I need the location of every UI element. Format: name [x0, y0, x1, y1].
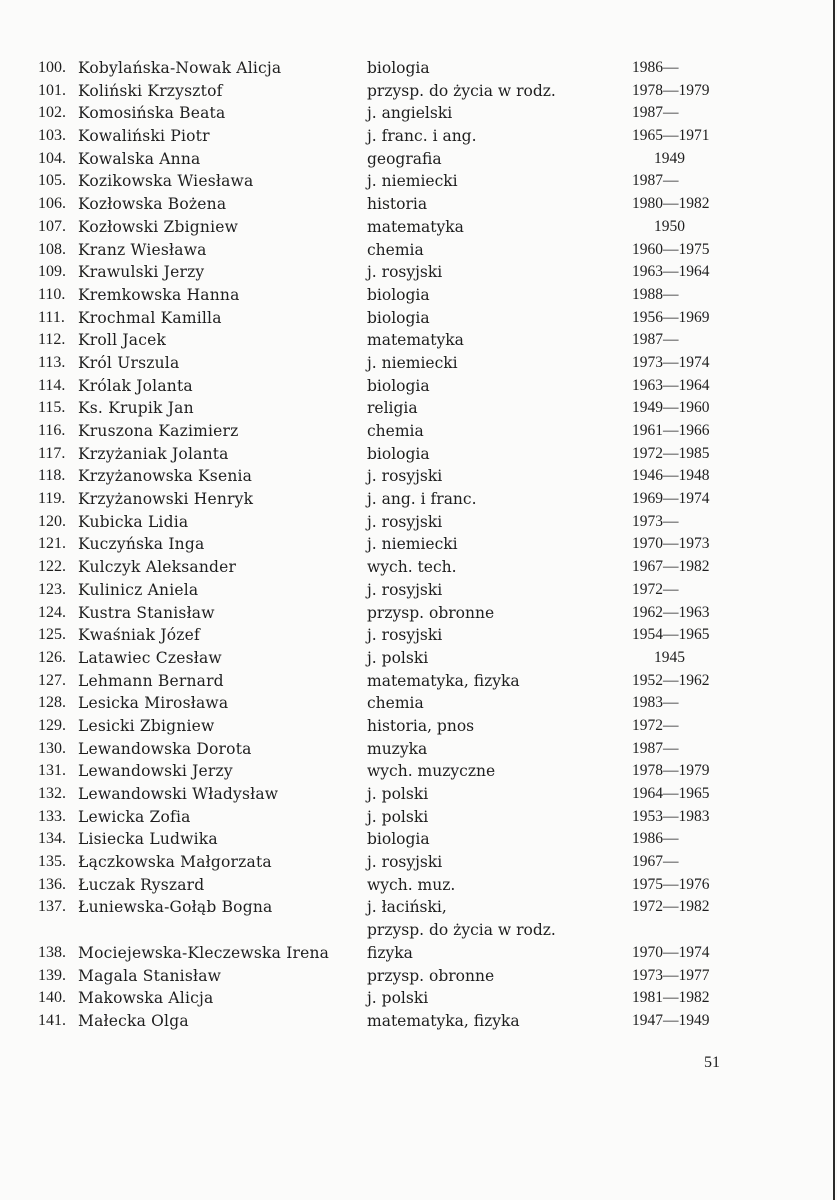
entry-subject: j. rosyjski	[367, 512, 443, 531]
entry-years: 1963—1964	[632, 376, 710, 394]
list-item	[0, 443, 837, 466]
entry-name: Krawulski Jerzy	[78, 263, 205, 282]
entry-years: 1963—1964	[632, 263, 710, 281]
list-item	[0, 602, 837, 625]
entry-name: Lesicka Mirosława	[78, 694, 229, 713]
entry-subject: historia, pnos	[367, 716, 475, 735]
entry-number: 115.	[38, 399, 66, 417]
entry-subject: wych. muz.	[367, 875, 456, 894]
entry-number: 141.	[38, 1011, 66, 1029]
list-item	[0, 375, 837, 398]
entry-subject: j. niemiecki	[367, 353, 458, 372]
entry-subject: j. rosyjski	[367, 263, 443, 282]
entry-name: Kranz Wiesława	[78, 240, 207, 259]
entry-years: 1988—	[632, 285, 679, 303]
entry-name: Łuczak Ryszard	[78, 875, 205, 894]
list-item	[0, 692, 837, 715]
entry-subject: muzyka	[367, 739, 428, 758]
entry-name: Kulczyk Aleksander	[78, 558, 237, 577]
entry-years: 1986—	[632, 59, 679, 76]
entry-name: Krochmal Kamilla	[78, 308, 222, 327]
entry-number: 108.	[38, 240, 66, 258]
entry-name: Lewandowska Dorota	[78, 739, 252, 758]
list-item	[0, 239, 837, 262]
entry-subject: biologia	[367, 376, 430, 395]
entry-years: 1964—1965	[632, 785, 710, 802]
entry-subject: j. angielski	[367, 104, 453, 123]
list-item	[0, 987, 837, 1010]
list-item	[0, 284, 837, 307]
entry-subject: j. polski	[367, 648, 429, 667]
list-item	[0, 579, 837, 602]
entry-name: Ks. Krupik Jan	[78, 399, 194, 418]
entry-years: 1972—	[632, 716, 679, 734]
list-item	[0, 760, 837, 783]
entry-number: 127.	[38, 671, 66, 689]
entry-subject: geografia	[367, 149, 442, 168]
list-item	[0, 783, 837, 806]
entry-name: Kowaliński Piotr	[78, 127, 210, 146]
entry-subject: wych. tech.	[367, 558, 457, 577]
entry-subject: matematyka	[367, 331, 464, 350]
entry-name: Lisiecka Ludwika	[78, 830, 218, 849]
entry-name: Kremkowska Hanna	[78, 285, 240, 304]
entry-number: 111.	[38, 308, 65, 326]
entry-subject: chemia	[367, 240, 424, 259]
entry-name: Lewandowski Jerzy	[78, 762, 233, 781]
list-item	[0, 102, 837, 125]
entry-name: Lewandowski Władysław	[78, 785, 279, 803]
entry-name: Kroll Jacek	[78, 331, 167, 350]
entry-subject: historia	[367, 195, 428, 214]
entry-name: Kobylańska-Nowak Alicja	[78, 59, 282, 77]
list-item	[0, 420, 837, 443]
entry-name: Lehmann Bernard	[78, 671, 224, 690]
entry-number: 134.	[38, 830, 66, 848]
entry-subject: j. rosyjski	[367, 626, 443, 645]
list-item	[0, 624, 837, 647]
entry-number: 117.	[38, 444, 66, 462]
entry-years: 1949—1960	[632, 399, 710, 417]
entry-name: Kuczyńska Inga	[78, 535, 205, 554]
list-item	[0, 397, 837, 420]
entry-subject: biologia	[367, 830, 430, 849]
page-number: 51	[704, 1054, 720, 1071]
entry-name: Kubicka Lidia	[78, 512, 189, 531]
entry-number: 113.	[38, 353, 66, 371]
entry-years: 1970—1974	[632, 943, 710, 961]
entry-number: 128.	[38, 694, 66, 712]
entry-name: Kozłowski Zbigniew	[78, 217, 239, 236]
entry-years: 1986—	[632, 830, 679, 848]
entry-number: 107.	[38, 217, 66, 235]
entry-name: Krzyżanowski Henryk	[78, 490, 254, 509]
entry-years: 1965—1971	[632, 127, 710, 145]
entry-number: 132.	[38, 785, 66, 802]
list-item	[0, 307, 837, 330]
entry-name: Kowalska Anna	[78, 149, 201, 168]
entry-subject: j. łaciński,	[367, 898, 447, 917]
entry-name: Kulinicz Aniela	[78, 580, 199, 599]
entry-years: 1967—1982	[632, 558, 710, 576]
entry-name: Małecka Olga	[78, 1011, 189, 1030]
entry-subject: j. niemiecki	[367, 172, 458, 191]
entry-name: Kozikowska Wiesława	[78, 172, 254, 191]
list-item	[0, 216, 837, 239]
entry-number: 137.	[38, 898, 66, 916]
entry-years: 1956—1969	[632, 308, 710, 326]
list-item	[0, 488, 837, 511]
entry-name: Lewicka Zofia	[78, 807, 191, 826]
list-item	[0, 828, 837, 851]
list-item	[0, 352, 837, 375]
teacher-list	[0, 57, 837, 1033]
entry-subject: j. polski	[367, 807, 429, 826]
entry-subject: biologia	[367, 444, 430, 463]
entry-name: Koliński Krzysztof	[78, 81, 223, 100]
entry-subject: j. franc. i ang.	[367, 127, 477, 146]
entry-years: 1961—1966	[632, 422, 710, 439]
entry-number: 103.	[38, 127, 66, 145]
entry-number: 123.	[38, 580, 66, 598]
entry-number: 106.	[38, 195, 66, 213]
entry-name: Magala Stanisław	[78, 966, 222, 985]
entry-number: 112.	[38, 331, 66, 349]
list-item	[0, 919, 837, 942]
entry-subject: j. niemiecki	[367, 535, 458, 554]
entry-years: 1962—1963	[632, 603, 710, 621]
entry-number: 102.	[38, 104, 66, 122]
entry-years: 1946—1948	[632, 467, 710, 485]
entry-subject: matematyka, fizyka	[367, 671, 520, 690]
entry-years: 1973—1977	[632, 966, 710, 984]
entry-years: 1972—1985	[632, 444, 710, 462]
entry-number: 133.	[38, 807, 66, 825]
entry-subject: przysp. do życia w rodz.	[367, 921, 556, 940]
entry-years: 1972—1982	[632, 898, 710, 916]
entry-years: 1953—1983	[632, 807, 710, 825]
entry-number: 119.	[38, 490, 66, 508]
entry-subject: biologia	[367, 285, 430, 304]
entry-name: Król Urszula	[78, 353, 180, 372]
entry-years: 1945	[654, 648, 685, 666]
entry-number: 118.	[38, 467, 66, 485]
entry-subject: biologia	[367, 59, 430, 77]
entry-years: 1973—1974	[632, 353, 710, 371]
list-item	[0, 874, 837, 897]
entry-name: Królak Jolanta	[78, 376, 193, 395]
entry-years: 1970—1973	[632, 535, 710, 553]
entry-name: Makowska Alicja	[78, 989, 214, 1008]
entry-subject: j. polski	[367, 785, 429, 803]
entry-name: Kozłowska Bożena	[78, 195, 227, 214]
list-item	[0, 511, 837, 534]
list-item	[0, 647, 837, 670]
entry-number: 125.	[38, 626, 66, 644]
entry-subject: j. rosyjski	[367, 467, 443, 486]
entry-name: Łączkowska Małgorzata	[78, 853, 272, 872]
entry-number: 122.	[38, 558, 66, 576]
entry-number: 101.	[38, 81, 66, 99]
entry-name: Latawiec Czesław	[78, 648, 222, 667]
entry-years: 1983—	[632, 694, 679, 712]
list-item	[0, 942, 837, 965]
entry-name: Kustra Stanisław	[78, 603, 215, 622]
entry-number: 126.	[38, 648, 66, 666]
entry-number: 121.	[38, 535, 66, 553]
entry-subject: j. polski	[367, 989, 429, 1008]
list-item	[0, 125, 837, 148]
entry-subject: chemia	[367, 422, 424, 440]
entry-years: 1981—1982	[632, 989, 710, 1007]
entry-number: 140.	[38, 989, 66, 1007]
entry-number: 139.	[38, 966, 66, 984]
entry-subject: fizyka	[367, 943, 413, 962]
entry-number: 100.	[38, 59, 66, 76]
list-item	[0, 80, 837, 103]
entry-years: 1954—1965	[632, 626, 710, 644]
entry-subject: matematyka, fizyka	[367, 1011, 520, 1030]
entry-number: 104.	[38, 149, 66, 167]
list-item	[0, 965, 837, 988]
entry-name: Kruszona Kazimierz	[78, 422, 239, 440]
entry-name: Mociejewska-Kleczewska Irena	[78, 943, 330, 962]
list-item	[0, 851, 837, 874]
list-item	[0, 556, 837, 579]
entry-years: 1967—	[632, 853, 679, 871]
entry-name: Kwaśniak Józef	[78, 626, 200, 645]
entry-number: 110.	[38, 285, 66, 303]
entry-years: 1987—	[632, 331, 679, 349]
list-item	[0, 465, 837, 488]
entry-subject: chemia	[367, 694, 424, 713]
entry-number: 129.	[38, 716, 66, 734]
entry-years: 1960—1975	[632, 240, 710, 258]
list-item	[0, 670, 837, 693]
entry-years: 1987—	[632, 172, 679, 190]
entry-subject: przysp. obronne	[367, 603, 495, 622]
entry-subject: matematyka	[367, 217, 464, 236]
entry-subject: j. rosyjski	[367, 580, 443, 599]
list-item	[0, 193, 837, 216]
entry-subject: biologia	[367, 308, 430, 327]
list-item	[0, 533, 837, 556]
list-item	[0, 170, 837, 193]
entry-years: 1952—1962	[632, 671, 710, 689]
entry-name: Krzyżanowska Ksenia	[78, 467, 253, 486]
entry-number: 138.	[38, 943, 66, 961]
entry-subject: j. rosyjski	[367, 853, 443, 872]
entry-years: 1978—1979	[632, 762, 710, 780]
entry-number: 136.	[38, 875, 66, 893]
entry-subject: przysp. do życia w rodz.	[367, 81, 556, 100]
entry-name: Łuniewska-Gołąb Bogna	[78, 898, 273, 917]
list-item	[0, 1010, 837, 1033]
entry-years: 1972—	[632, 580, 679, 598]
entry-years: 1949	[654, 149, 685, 167]
entry-years: 1987—	[632, 104, 679, 122]
list-item	[0, 738, 837, 761]
entry-subject: przysp. obronne	[367, 966, 495, 985]
entry-years: 1987—	[632, 739, 679, 757]
entry-name: Krzyżaniak Jolanta	[78, 444, 229, 463]
entry-years: 1973—	[632, 512, 679, 530]
entry-years: 1975—1976	[632, 875, 710, 893]
entry-subject: religia	[367, 399, 418, 418]
list-item	[0, 715, 837, 738]
entry-number: 116.	[38, 422, 66, 439]
list-item	[0, 896, 837, 919]
entry-number: 120.	[38, 512, 66, 530]
entry-number: 135.	[38, 853, 66, 871]
list-item	[0, 806, 837, 829]
entry-number: 114.	[38, 376, 66, 394]
entry-years: 1978—1979	[632, 81, 710, 99]
list-item	[0, 329, 837, 352]
entry-years: 1969—1974	[632, 490, 710, 508]
list-item	[0, 57, 837, 80]
entry-number: 131.	[38, 762, 66, 780]
list-item	[0, 261, 837, 284]
entry-years: 1980—1982	[632, 195, 710, 213]
entry-subject: j. ang. i franc.	[367, 490, 477, 509]
entry-number: 130.	[38, 739, 66, 757]
entry-name: Lesicki Zbigniew	[78, 716, 215, 735]
entry-number: 124.	[38, 603, 66, 621]
entry-years: 1947—1949	[632, 1011, 710, 1029]
list-item	[0, 148, 837, 171]
entry-subject: wych. muzyczne	[367, 762, 496, 781]
entry-name: Komosińska Beata	[78, 104, 226, 123]
entry-number: 109.	[38, 263, 66, 281]
entry-number: 105.	[38, 172, 66, 190]
entry-years: 1950	[654, 217, 685, 235]
